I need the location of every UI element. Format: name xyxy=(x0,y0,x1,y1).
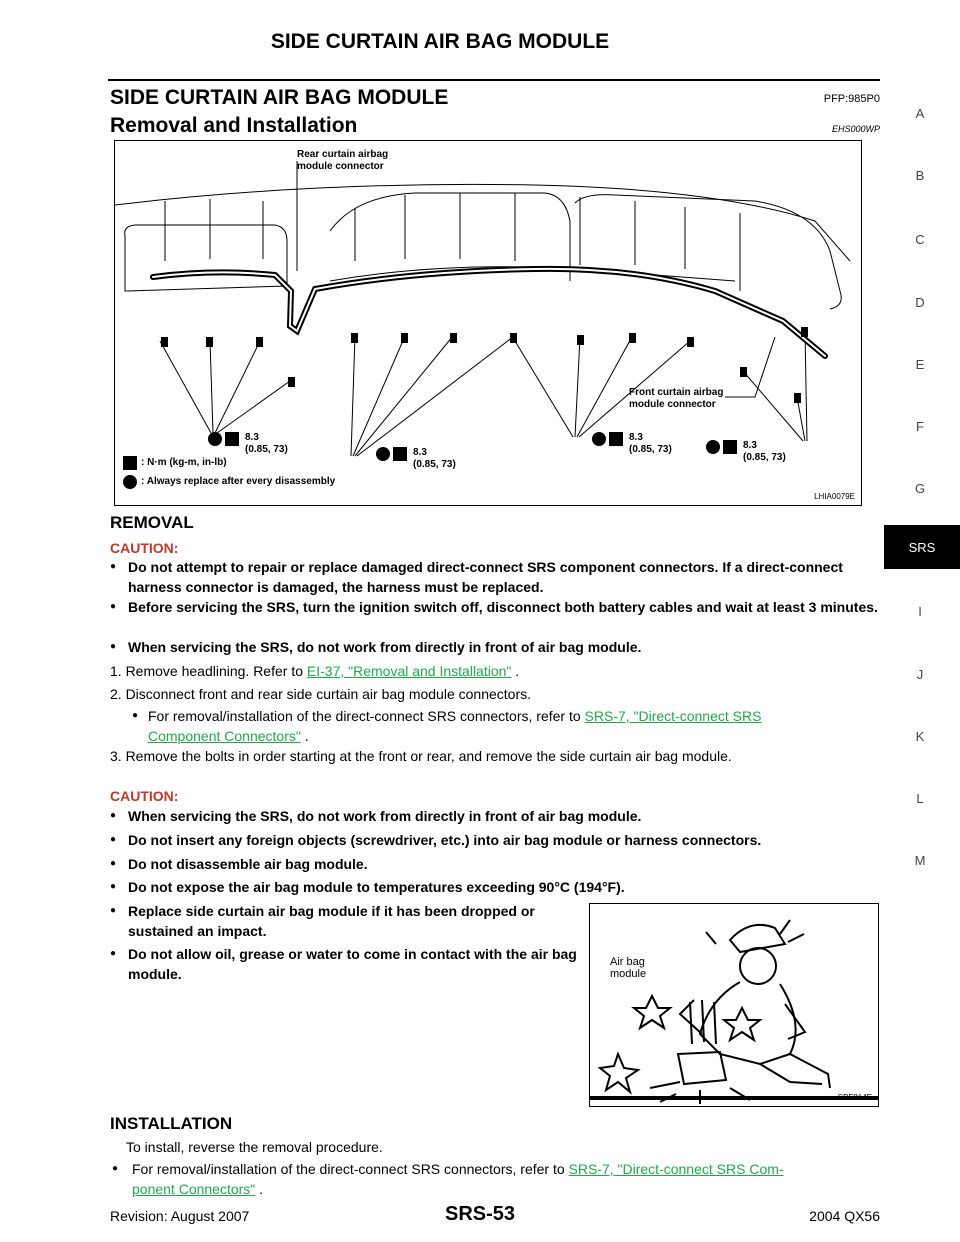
tab-k[interactable]: K xyxy=(915,729,925,744)
torque-icon xyxy=(123,456,137,470)
tab-a[interactable]: A xyxy=(915,106,925,121)
caution-item: ● When servicing the SRS, do not work from directly in front of air bag module. xyxy=(110,637,880,657)
tab-m[interactable]: M xyxy=(914,853,926,868)
ei37-link[interactable]: EI-37, "Removal and Installation" xyxy=(306,663,512,679)
srs7-link[interactable]: SRS-7, "Direct-connect SRS Com- xyxy=(568,1161,784,1177)
removal-step-1: 1. Remove headlining. Refer to EI-37, "Removal and Installation" . xyxy=(110,663,520,679)
tab-c[interactable]: C xyxy=(915,232,925,247)
srs7-link[interactable]: SRS-7, "Direct-connect SRS xyxy=(584,708,762,724)
footer-model: 2004 QX56 xyxy=(809,1208,880,1224)
section-code: PFP:985P0 xyxy=(823,93,880,105)
footer-revision: Revision: August 2007 xyxy=(110,1208,250,1224)
torque-marker-1 xyxy=(208,432,239,446)
tab-g[interactable]: G xyxy=(914,481,926,496)
tab-b[interactable]: B xyxy=(915,168,925,183)
installation-text: To install, reverse the removal procedure. xyxy=(126,1139,383,1155)
replace-icon xyxy=(123,475,137,489)
caution-item: ● Do not expose the air bag module to temperatures exceeding 90°C (194°F). xyxy=(110,877,880,897)
caution-item: ● Do not disassemble air bag module. xyxy=(110,854,880,874)
caution-item: ● Before servicing the SRS, turn the ignition switch off, disconnect both battery cables and wait at least 3 minutes. xyxy=(110,597,880,617)
tab-l[interactable]: L xyxy=(916,791,924,806)
caution-item: ● When servicing the SRS, do not work from directly in front of air bag module. xyxy=(110,806,880,826)
removal-step-3: 3. Remove the bolts in order starting at the front or rear, and remove the side curtain air bag module. xyxy=(110,748,732,764)
front-connector-label: Front curtain airbag module connector xyxy=(629,387,724,410)
running-title: SIDE CURTAIN AIR BAG MODULE xyxy=(270,30,610,53)
installation-bullet: ● For removal/installation of the direct-connect SRS connectors, refer to SRS-7, "Direct-connect SRS Com- ponent Connectors" . xyxy=(112,1159,880,1199)
dropped-airbag-illustration xyxy=(590,904,878,1106)
legend-replace: : Always replace after every disassembly xyxy=(141,476,336,487)
torque-spec-1: 8.3 (0.85, 73) xyxy=(245,432,288,455)
torque-marker-2 xyxy=(376,447,407,461)
header-rule xyxy=(108,79,880,81)
figure-id: LHIA0079E xyxy=(814,492,855,501)
srs7-link-cont[interactable]: Component Connectors" xyxy=(148,728,301,744)
caution-label-1: CAUTION: xyxy=(110,540,179,556)
subsection-code: EHS000WP xyxy=(831,124,880,134)
tab-f[interactable]: F xyxy=(916,419,924,434)
caution-item: ● Do not insert any foreign objects (screwdriver, etc.) into air bag module or harness connectors. xyxy=(110,830,880,850)
caution-item: ● Do not allow oil, grease or water to come in contact with the air bag module. xyxy=(110,944,578,984)
torque-spec-3: 8.3 (0.85, 73) xyxy=(629,432,672,455)
tab-e[interactable]: E xyxy=(915,357,925,372)
caution-item: ● Do not attempt to repair or replace damaged direct-connect SRS component connectors. If a direct-connect harness connector is damaged, the harness must be replaced. xyxy=(110,557,880,597)
srs7-link-cont[interactable]: ponent Connectors" xyxy=(132,1181,256,1197)
removal-step-2: 2. Disconnect front and rear side curtain air bag module connectors. xyxy=(110,686,532,702)
tab-j[interactable]: J xyxy=(916,667,924,682)
dropped-airbag-figure xyxy=(589,903,879,1107)
torque-marker-3 xyxy=(592,432,623,446)
caution-label-2: CAUTION: xyxy=(110,788,179,804)
section-title: SIDE CURTAIN AIR BAG MODULE xyxy=(110,86,449,109)
tab-i[interactable]: I xyxy=(918,604,922,619)
installation-heading: INSTALLATION xyxy=(110,1114,233,1133)
legend-torque: : N·m (kg-m, in-lb) xyxy=(141,457,227,468)
torque-spec-4: 8.3 (0.85, 73) xyxy=(743,440,786,463)
airbag-module-label: Air bag module xyxy=(610,956,647,980)
page-number: SRS-53 xyxy=(444,1203,516,1225)
rear-connector-label: Rear curtain airbag module connector xyxy=(297,149,389,172)
airbag-installation-figure xyxy=(114,140,862,506)
caution-item: ● Replace side curtain air bag module if it has been dropped or sustained an impact. xyxy=(110,901,578,941)
torque-marker-4 xyxy=(706,440,737,454)
tab-srs[interactable]: SRS xyxy=(884,525,960,569)
removal-heading: REMOVAL xyxy=(110,513,194,532)
figure-id: SBF814E xyxy=(837,1093,872,1102)
removal-step-2-subitem: ● For removal/installation of the direct-connect SRS connectors, refer to SRS-7, "Direct-connect SRS Component Connectors" . xyxy=(132,706,880,746)
subsection-title: Removal and Installation xyxy=(110,114,358,137)
tab-d[interactable]: D xyxy=(915,295,925,310)
torque-spec-2: 8.3 (0.85, 73) xyxy=(413,447,456,470)
